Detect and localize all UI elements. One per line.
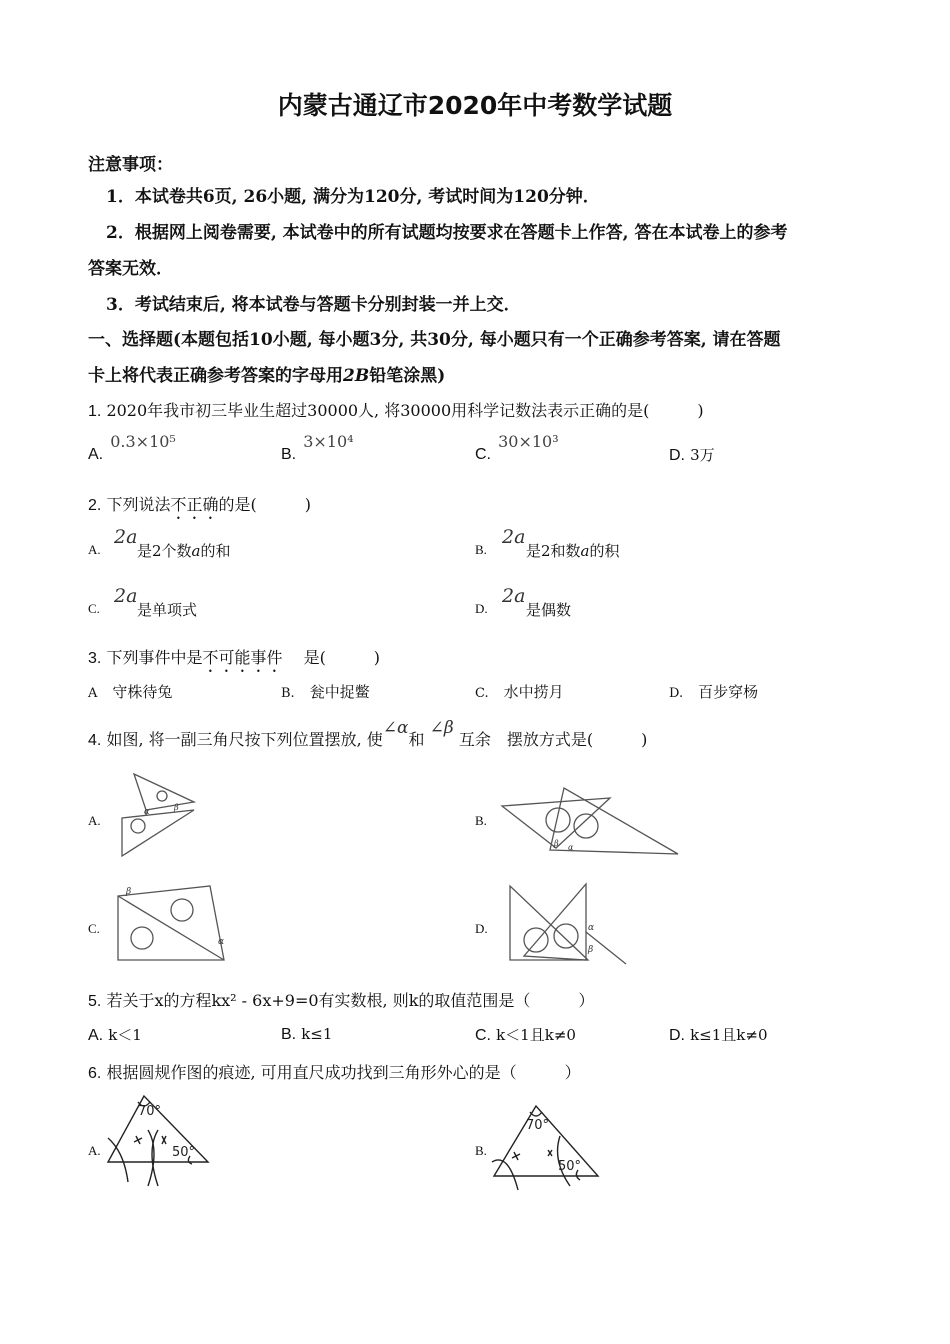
notice-item-2-cont: 答案无效． [88,259,173,279]
q5-option-a-value: k＜1 [108,1026,142,1044]
q2-option-b-tail: 的积 [589,542,620,560]
q6-option-a-label[interactable]: A. [88,1143,101,1158]
q1-text: 2020年我市初三毕业生超过30000人, 将30000用科学记数法表示正确的是( ) [106,401,704,420]
q4-figure-c[interactable] [114,882,234,964]
q5-option-b-value: k≤1 [301,1025,333,1043]
question-6 [88,1060,581,1083]
q6-option-b-label[interactable]: B. [475,1143,487,1158]
q3-option-d-value: 百步穿杨 [698,683,759,701]
q3-option-a-value: 守株待兔 [112,683,173,701]
section-heading-1: 一、选择题(本题包括10小题, 每小题3分, 共30分, 每小题只有一个正确参考答案, 请在答题 [88,330,781,350]
q1-option-d[interactable] [669,444,715,465]
q4-number: 4. [88,732,102,749]
q4-a-beta: β [174,803,179,812]
q3-option-a[interactable] [88,681,172,702]
q5-text: 若关于x的方程kx² - 6x+9=0有实数根, 则k的取值范围是（ ） [106,991,595,1010]
q2-option-c[interactable]: 是单项式 [137,601,198,619]
q2-option-a-math: 2a [114,526,138,548]
q4-c-alpha: α [218,937,225,947]
q4-c-beta: β [126,887,132,897]
q3-text-emphasis: 不可能事件 [202,648,283,667]
q2-option-a-var: a [191,542,201,560]
q6-figure-b[interactable] [490,1100,602,1192]
q3-text-c: 是( ) [303,648,381,667]
q5-option-c[interactable] [475,1024,576,1045]
q3-option-c-value: 水中捞月 [503,683,564,701]
notice-item-1: 1．本试卷共6页, 26小题, 满分为120分, 考试时间为120分钟． [106,187,600,207]
page-title: 内蒙古通辽市2020年中考数学试题 [277,91,673,120]
q3-option-b[interactable] [281,681,370,702]
q4-figure-a[interactable] [118,770,198,860]
q3-option-d[interactable] [669,681,758,702]
q4-a-alpha: α [144,807,150,816]
notice-heading: 注意事项： [88,155,173,175]
section-heading-2a: 卡上将代表正确参考答案的字母用 [88,366,343,386]
q2-text-c: 的是( ) [218,495,311,514]
q6-b-angle-top: 70° [526,1118,550,1133]
q1-option-b-label: B. [281,446,297,463]
q2-option-b-math: 2a [502,526,526,548]
question-5 [88,988,594,1011]
question-2 [88,492,311,523]
q2-option-b-label[interactable]: B. [475,542,487,557]
q5-option-b-label: B. [281,1026,297,1043]
q5-option-a-label: A. [88,1027,104,1044]
q4-option-b-label[interactable]: B. [475,813,487,828]
q1-option-b-value: 3×10⁴ [303,432,354,451]
q4-figure-d[interactable] [506,880,630,966]
q3-option-c[interactable] [475,681,564,702]
q2-option-c-math: 2a [114,585,138,607]
q2-option-a-label[interactable]: A. [88,542,101,557]
q3-option-d-label: D. [669,686,684,701]
q4-option-c-label[interactable]: C. [88,921,100,936]
question-1 [88,398,704,421]
q4-b-beta: β [554,839,559,848]
q2-option-d-label[interactable]: D. [475,601,488,616]
q2-text-emphasis: 不正确 [170,495,219,514]
q6-a-angle-right: 50° [172,1145,196,1160]
question-3 [88,645,380,676]
q5-option-c-value: k＜1且k≠0 [496,1026,576,1044]
q1-number: 1. [88,403,102,420]
q5-option-d-label: D. [669,1027,685,1044]
q1-option-a-value: 0.3×10⁵ [110,432,176,451]
q6-number: 6. [88,1065,102,1082]
q6-figure-a[interactable] [104,1090,216,1190]
q2-option-a[interactable] [137,540,231,561]
q2-option-a-text: 是2个数 [137,542,192,560]
q2-option-d-math: 2a [502,585,526,607]
q2-option-c-label[interactable]: C. [88,601,100,616]
question-4 [88,718,648,750]
q5-option-d[interactable] [669,1024,768,1045]
q3-text-a: 下列事件中是 [106,648,203,667]
q1-option-b[interactable] [281,432,354,463]
section-heading-2 [88,361,445,386]
q1-option-c[interactable] [475,432,559,463]
q6-a-angle-top: 70° [138,1104,162,1119]
q4-figure-b[interactable] [498,778,680,856]
q6-text: 根据圆规作图的痕迹, 可用直尺成功找到三角形外心的是（ ） [106,1063,581,1082]
q3-option-a-label: A [88,686,98,701]
q5-option-b[interactable] [281,1024,332,1044]
q5-number: 5. [88,993,102,1010]
notice-item-2: 2．根据网上阅卷需要, 本试卷中的所有试题均按要求在答题卡上作答, 答在本试卷上的参考 [106,223,788,243]
q3-option-b-value: 瓮中捉鳖 [309,683,370,701]
notice-item-3: 3．考试结束后, 将本试卷与答题卡分别封装一并上交． [106,295,521,315]
q4-text-b: 和 [408,730,425,749]
q3-option-c-label: C. [475,686,489,701]
q5-option-a[interactable] [88,1024,142,1045]
q4-b-alpha: α [568,843,574,852]
q1-option-a-label: A. [88,446,104,463]
q5-option-c-label: C. [475,1027,491,1044]
section-heading-2c: 铅笔涂黑) [369,366,446,386]
q3-option-b-label: B. [281,686,295,701]
q4-option-a-label[interactable]: A. [88,813,101,828]
q1-option-c-label: C. [475,446,491,463]
q4-text-a: 如图, 将一副三角尺按下列位置摆放, 使 [106,730,383,749]
q2-option-a-tail: 的和 [200,542,231,560]
q2-text-a: 下列说法 [106,495,171,514]
q3-number: 3. [88,650,102,667]
section-heading-2b: 2B [343,366,370,386]
q4-text-c: 互余 [458,730,491,749]
q4-option-d-label[interactable]: D. [475,921,488,936]
q2-option-b-text: 是2和数 [526,542,581,560]
q2-option-b[interactable] [526,540,620,561]
q2-option-b-var: a [580,542,590,560]
q4-text-d: 摆放方式是( ) [506,730,648,749]
q4-d-alpha: α [588,923,595,933]
q4-alpha: ∠α [382,718,409,738]
q1-option-d-label: D. [669,447,685,464]
q6-b-angle-right: 50° [558,1159,582,1174]
q4-d-beta: β [588,945,594,955]
q2-number: 2. [88,497,102,514]
q5-option-d-value: k≤1且k≠0 [690,1026,768,1044]
q2-option-d[interactable]: 是偶数 [526,601,572,619]
q1-option-d-value: 3万 [690,446,715,464]
q4-beta: ∠β [429,718,454,738]
q1-option-a[interactable] [88,432,176,463]
q1-option-c-value: 30×10³ [498,432,559,451]
